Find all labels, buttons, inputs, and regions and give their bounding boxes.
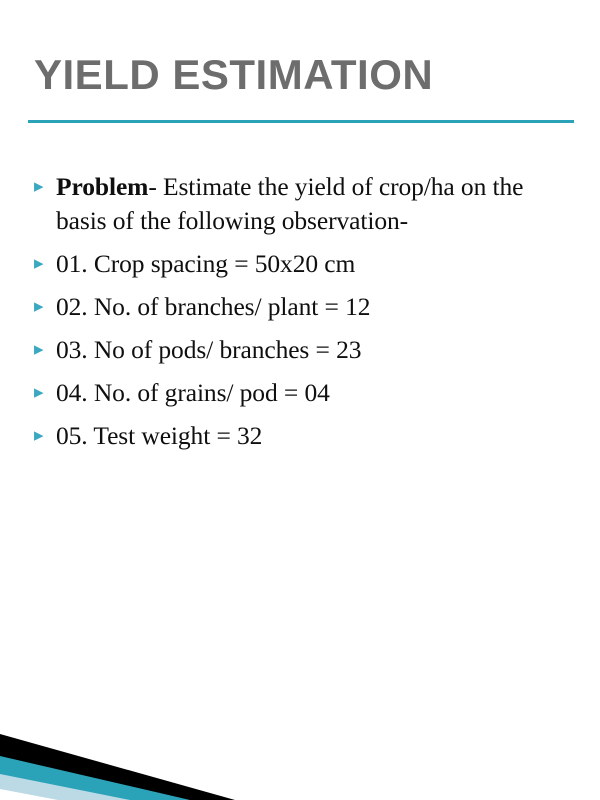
list-item-lead: Problem [56,172,149,201]
triangle-bullet-icon: ▸ [34,176,44,197]
triangle-bullet-icon: ▸ [34,339,44,360]
title-area [0,52,600,124]
list-item [30,333,576,367]
list-item [30,419,576,453]
list-item [30,376,576,410]
list-item-text: 03. No of pods/ branches = 23 [56,335,362,364]
bullet-list [30,170,576,462]
list-item-text: 01. Crop spacing = 50x20 cm [56,249,356,278]
list-item [30,290,576,324]
list-item-text [56,170,576,238]
corner-decoration [0,670,260,800]
list-item [30,247,576,281]
list-item-text: 04. No. of grains/ pod = 04 [56,378,330,407]
triangle-bullet-icon: ▸ [34,425,44,446]
list-item-text: 02. No. of branches/ plant = 12 [56,292,371,321]
title-divider [28,120,574,123]
list-item-body: - Estimate the yield of crop/ha on the basis of the following observation- [56,172,524,235]
triangle-bullet-icon: ▸ [34,382,44,403]
triangle-bullet-icon: ▸ [34,253,44,274]
triangle-bullet-icon: ▸ [34,296,44,317]
list-item-text: 05. Test weight = 32 [56,421,263,450]
list-item [30,170,576,238]
page-title: YIELD ESTIMATION [34,51,434,98]
